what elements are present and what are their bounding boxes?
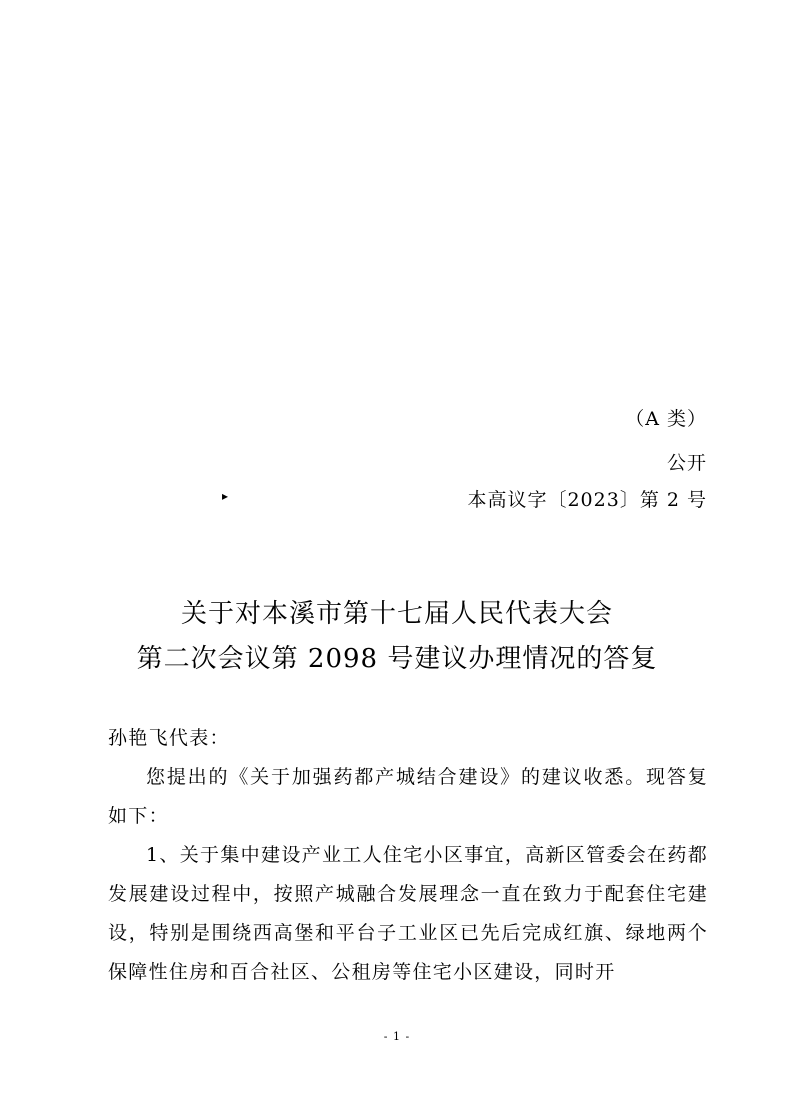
classification-label: （A 类） bbox=[625, 408, 707, 430]
body-paragraph: 您提出的《关于加强药都产城结合建设》的建议收悉。现答复如下： bbox=[108, 766, 708, 827]
salutation: 孙艳飞代表： bbox=[108, 727, 230, 749]
document-title-line-2: 第二次会议第 2098 号建议办理情况的答复 bbox=[136, 644, 658, 674]
document-title-line-1: 关于对本溪市第十七届人民代表大会 bbox=[180, 599, 613, 629]
page-number: - 1 - bbox=[383, 1030, 411, 1043]
body-paragraph: 1、关于集中建设产业工人住宅小区事宜，高新区管委会在药都发展建设过程中，按照产城融合发展理念一直在致力于配套住宅建设，特别是围绕西高堡和平台子工业区已先后完成红旗、绿地两个保障性住房和百合社区、公租房等住宅小区建设，同时开 bbox=[108, 844, 708, 983]
document-number: 本高议字〔2023〕第 2 号 bbox=[467, 489, 707, 511]
arrow-marker-icon: ▸ bbox=[222, 489, 229, 503]
publicity-label: 公开 bbox=[666, 452, 707, 474]
